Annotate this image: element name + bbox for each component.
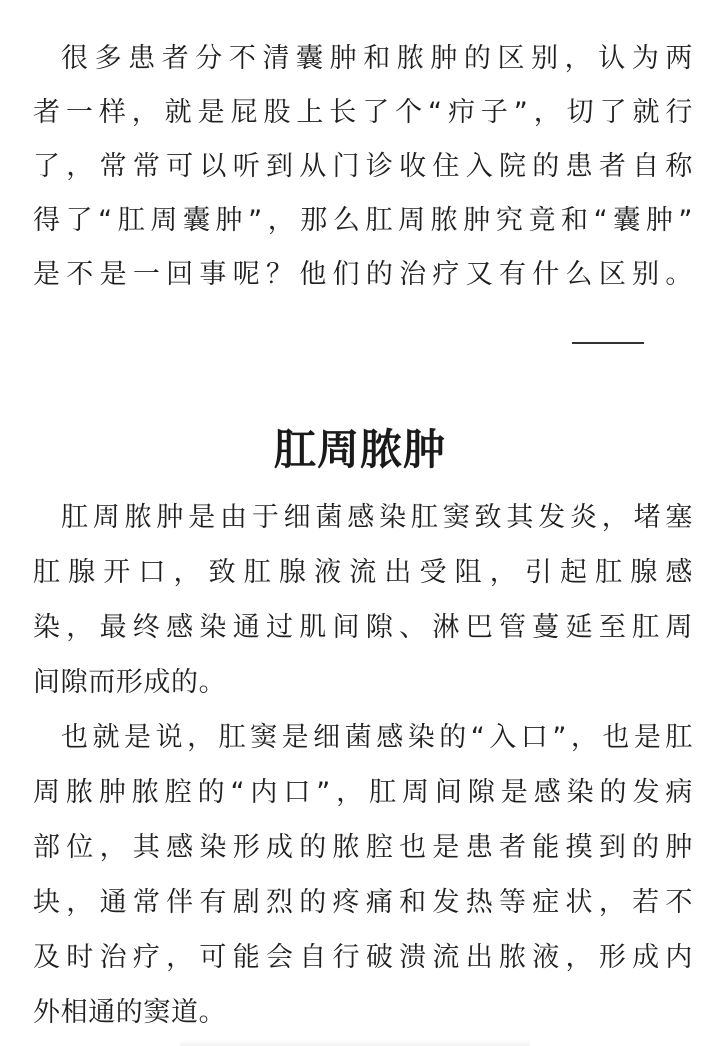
intro-line: 得了“肛周囊肿”，那么肛周脓肿究竟和“囊肿” <box>33 205 693 236</box>
bottom-image-edge <box>180 1040 530 1046</box>
paragraph-line: 间隙而形成的。 <box>33 667 227 698</box>
paragraph-line: 染，最终感染通过肌间隙、淋巴管蔓延至肛周 <box>33 612 693 643</box>
intro-line: 者一样，就是屁股上长了个“疖子”，切了就行 <box>33 97 693 128</box>
intro-line: 了，常常可以听到从门诊收住入院的患者自称 <box>33 151 693 182</box>
paragraph-line: 及时治疗，可能会自行破溃流出脓液，形成内 <box>33 942 693 973</box>
paragraph-line: 周脓肿脓腔的“内口”，肛周间隙是感染的发病 <box>33 777 693 808</box>
paragraph-line: 肛腺开口，致肛腺液流出受阻，引起肛腺感 <box>33 557 693 588</box>
intro-line: 是不是一回事呢？他们的治疗又有什么区别。 <box>33 259 693 290</box>
paragraph-line: 肛周脓肿是由于细菌感染肛窦致其发炎，堵塞 <box>61 502 693 533</box>
paragraph-line: 块，通常伴有剧烈的疼痛和发热等症状，若不 <box>33 887 693 918</box>
paragraph-line: 部位，其感染形成的脓腔也是患者能摸到的肿 <box>33 832 693 863</box>
paragraph-line: 外相通的窦道。 <box>33 997 227 1028</box>
divider-dash <box>572 342 644 344</box>
intro-line: 很多患者分不清囊肿和脓肿的区别，认为两 <box>61 43 693 74</box>
paragraph-line: 也就是说，肛窦是细菌感染的“入口”，也是肛 <box>61 722 693 753</box>
section-title: 肛周脓肿 <box>273 425 446 474</box>
